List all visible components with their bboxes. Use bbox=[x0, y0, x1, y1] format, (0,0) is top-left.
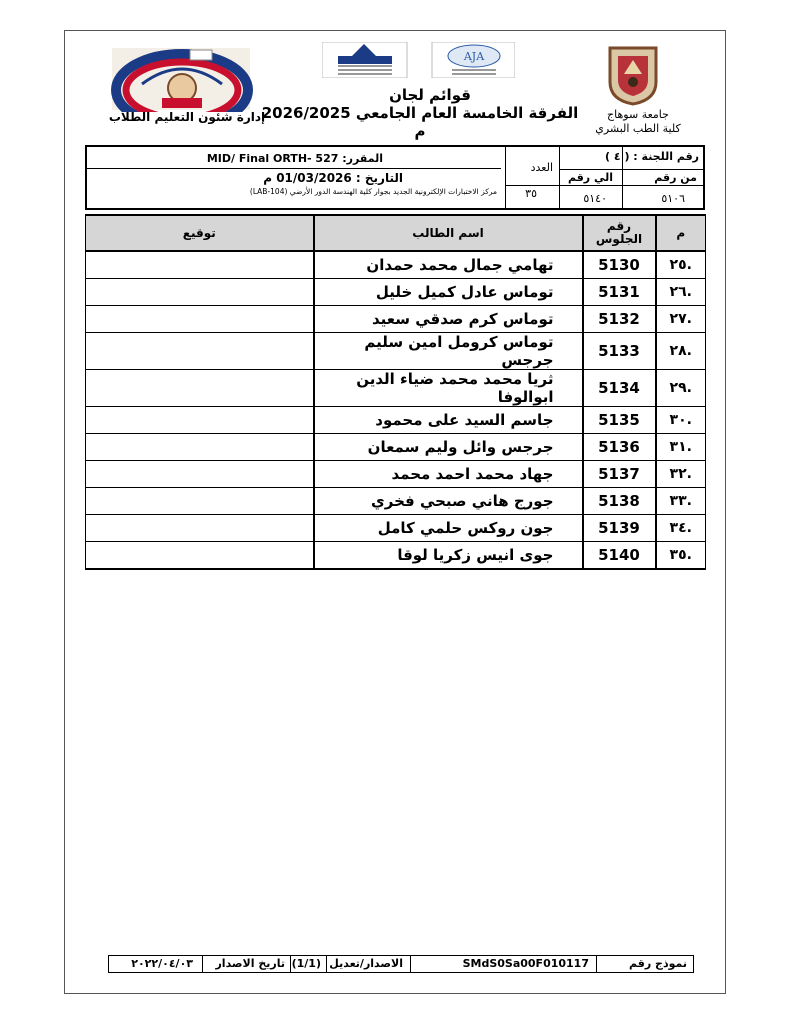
exam-location: مركز الاختبارات الإلكترونية الجديد بجوار كلية الهندسة الدور الأرضي (LAB-104) bbox=[249, 187, 497, 196]
row-seat-number: 5137 bbox=[583, 461, 656, 488]
committee-number: رقم اللجنة : ( ٤ ) bbox=[605, 150, 699, 163]
row-student-name: جورج هاني صبحي فخري bbox=[314, 488, 583, 515]
table-row bbox=[86, 515, 706, 542]
row-student-name: توماس عادل كميل خليل bbox=[314, 279, 583, 306]
row-signature-cell bbox=[86, 434, 314, 461]
row-student-name: توماس كرومل امين سليم جرجس bbox=[314, 333, 583, 370]
row-student-name: تهامي جمال محمد حمدان bbox=[314, 251, 583, 279]
table-row bbox=[86, 251, 706, 279]
row-index: .٢٥ bbox=[656, 251, 706, 279]
page-subtitle: الفرقة الخامسة العام الجامعي 2026/2025 م bbox=[261, 104, 579, 140]
row-seat-number: 5139 bbox=[583, 515, 656, 542]
issue-date: ٢٠٢٢/٠٤/٠٣ bbox=[131, 957, 193, 970]
row-student-name: توماس كرم صدقي سعيد bbox=[314, 306, 583, 333]
row-index: .٢٨ bbox=[656, 333, 706, 370]
university-line1: جامعة سوهاج bbox=[607, 108, 669, 121]
row-seat-number: 5131 bbox=[583, 279, 656, 306]
table-row bbox=[86, 306, 706, 333]
row-seat-number: 5133 bbox=[583, 333, 656, 370]
department-name: إدارة شئون التعليم الطلاب bbox=[108, 110, 266, 124]
university-line2: كلية الطب البشري bbox=[595, 122, 681, 135]
table-row bbox=[86, 434, 706, 461]
row-index: .٣٥ bbox=[656, 542, 706, 570]
form-footer bbox=[108, 955, 694, 973]
row-seat-number: 5136 bbox=[583, 434, 656, 461]
row-index: .٣٠ bbox=[656, 407, 706, 434]
table-header-row bbox=[86, 215, 706, 251]
row-student-name: جاسم السيد على محمود bbox=[314, 407, 583, 434]
row-student-name: جرجس وائل وليم سمعان bbox=[314, 434, 583, 461]
row-signature-cell bbox=[86, 515, 314, 542]
row-signature-cell bbox=[86, 407, 314, 434]
table-row bbox=[86, 333, 706, 370]
count-value: ٣٥ bbox=[525, 187, 537, 200]
from-number-label: من رقم bbox=[654, 171, 697, 184]
university-name bbox=[590, 108, 686, 136]
issue-date-label: تاريخ الاصدار bbox=[215, 957, 285, 970]
row-seat-number: 5130 bbox=[583, 251, 656, 279]
svg-text:AJA: AJA bbox=[463, 50, 485, 63]
row-student-name: جون روكس حلمي كامل bbox=[314, 515, 583, 542]
row-index: .٣٤ bbox=[656, 515, 706, 542]
row-index: .٢٩ bbox=[656, 370, 706, 407]
row-signature-cell bbox=[86, 306, 314, 333]
to-number-label: الي رقم bbox=[567, 171, 613, 184]
form-number-label: نموذج رقم bbox=[629, 957, 687, 970]
row-seat-number: 5132 bbox=[583, 306, 656, 333]
row-signature-cell bbox=[86, 251, 314, 279]
table-row bbox=[86, 407, 706, 434]
table-row bbox=[86, 279, 706, 306]
row-seat-number: 5134 bbox=[583, 370, 656, 407]
course-name: المقرر: MID/ Final ORTH- 527 bbox=[206, 152, 383, 165]
header-index: م bbox=[656, 215, 706, 251]
row-seat-number: 5138 bbox=[583, 488, 656, 515]
table-row bbox=[86, 542, 706, 570]
page-title: قوائم لجان bbox=[389, 86, 471, 104]
exam-date: التاريخ : 01/03/2026 م bbox=[263, 171, 403, 185]
form-code: SMdS0Sa00F010117 bbox=[462, 957, 589, 970]
row-signature-cell bbox=[86, 461, 314, 488]
row-index: .٣٢ bbox=[656, 461, 706, 488]
to-number-value: ٥١٤٠ bbox=[583, 192, 607, 205]
count-label: العدد bbox=[530, 161, 553, 174]
table-row bbox=[86, 461, 706, 488]
from-number-value: ٥١٠٦ bbox=[661, 192, 685, 205]
row-signature-cell bbox=[86, 370, 314, 407]
table-row bbox=[86, 488, 706, 515]
version-label: الاصدار/تعديل bbox=[329, 957, 403, 970]
faculty-logo bbox=[102, 44, 254, 112]
header-student-name: اسم الطالب bbox=[314, 215, 583, 251]
header-signature: توقيع bbox=[86, 215, 314, 251]
accreditation-logos bbox=[322, 42, 515, 78]
university-logo bbox=[606, 44, 660, 106]
table-row bbox=[86, 370, 706, 407]
row-student-name: جوى انيس زكريا لوقا bbox=[314, 542, 583, 570]
committee-info-box bbox=[85, 145, 705, 210]
row-signature-cell bbox=[86, 488, 314, 515]
row-index: .٣١ bbox=[656, 434, 706, 461]
row-index: .٣٣ bbox=[656, 488, 706, 515]
row-signature-cell bbox=[86, 279, 314, 306]
row-seat-number: 5135 bbox=[583, 407, 656, 434]
students-table bbox=[85, 214, 706, 570]
row-index: .٢٦ bbox=[656, 279, 706, 306]
row-student-name: جهاد محمد احمد محمد bbox=[314, 461, 583, 488]
row-index: .٢٧ bbox=[656, 306, 706, 333]
row-student-name: ثريا محمد محمد ضياء الدين ابوالوفا bbox=[314, 370, 583, 407]
row-seat-number: 5140 bbox=[583, 542, 656, 570]
row-signature-cell bbox=[86, 542, 314, 570]
version-value: (1/1) bbox=[291, 957, 321, 970]
header-seat-number: رقم الجلوس bbox=[583, 215, 656, 251]
row-signature-cell bbox=[86, 333, 314, 370]
